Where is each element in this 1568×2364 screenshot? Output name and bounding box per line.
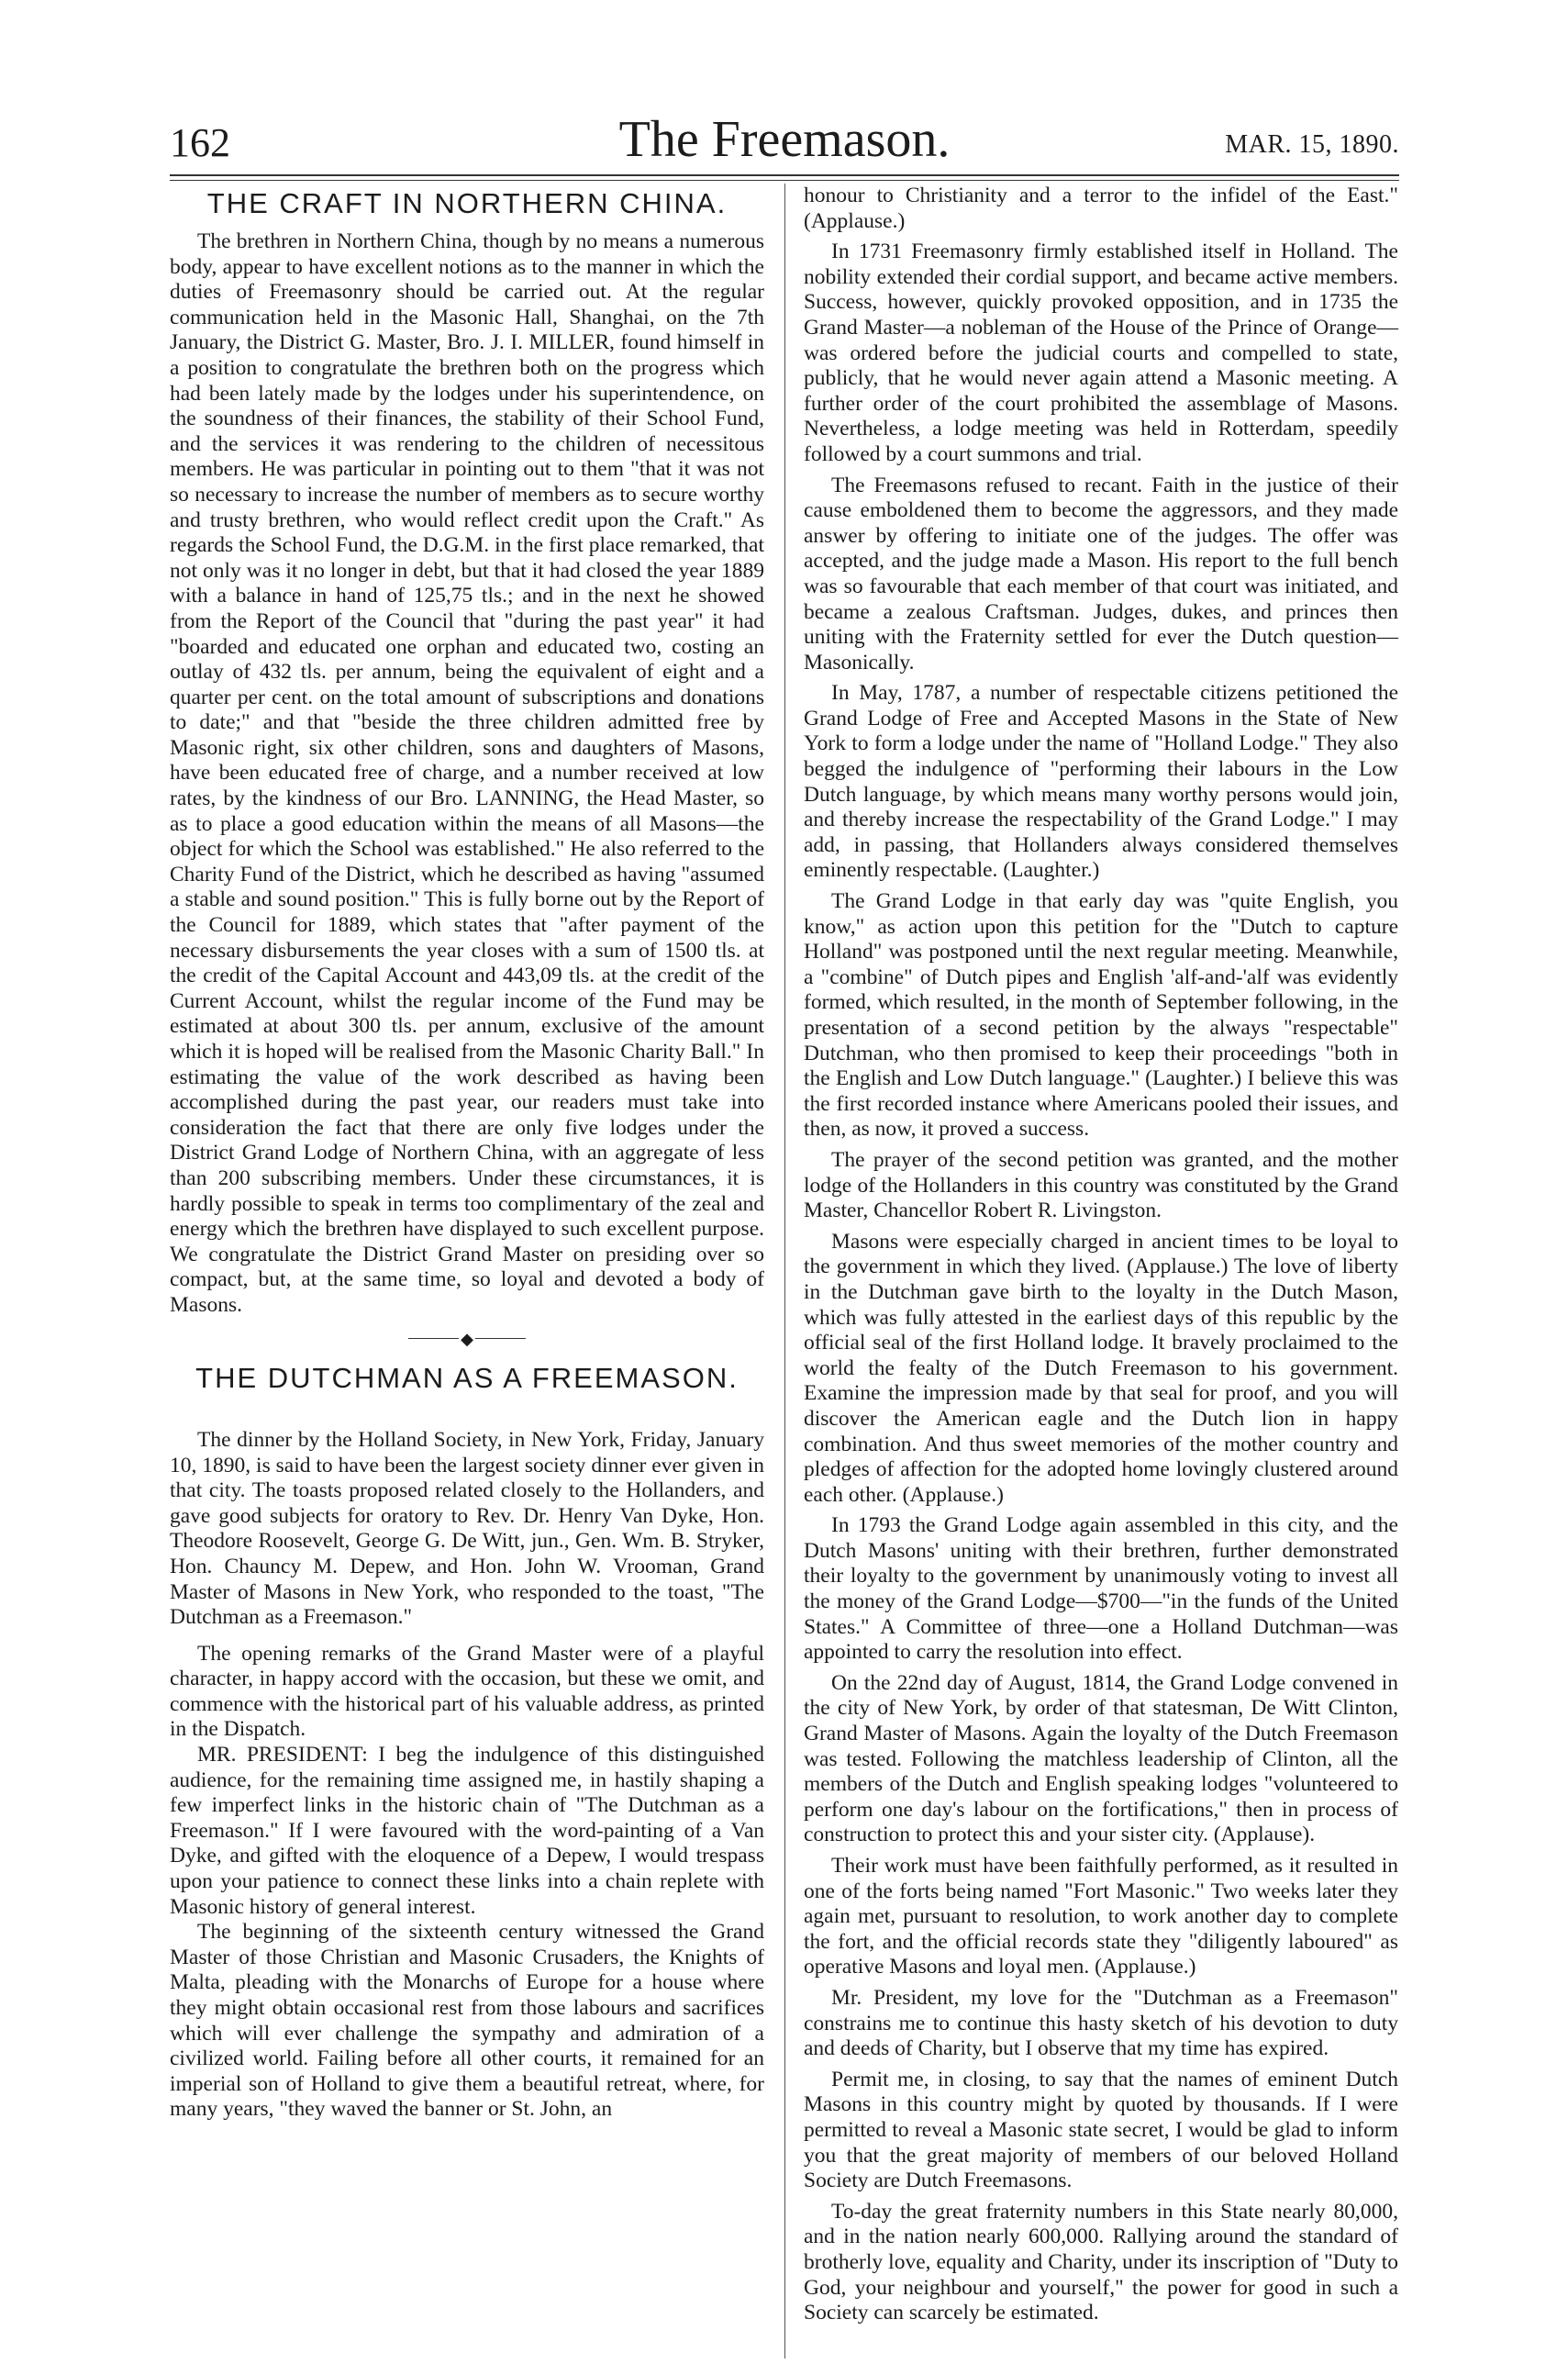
article-paragraph: Mr. President, my love for the "Dutchman as a Freemason" constrains me to continue this hasty sketch of his devotion to duty and deeds of Charity, but I observe that my time has expired. (804, 1985, 1398, 2061)
article-paragraph: Masons were especially charged in ancient times to be loyal to the government in which they lived. (Applause.) The love of liberty in the Dutchman gave birth to the loyalty in the Dutch Mason, which was fully attested in the earliest days of this republic by the official seal of the first Holland lodge. It bravely proclaimed to the world the fealty of the Dutch Freemason to his government. Examine the impression made by that seal for proof, and you will discover the American eagle and the Dutch lion in happy combination. And thus sweet memories of the mother country and pledges of affection for the adopted home lovingly clustered around each other. (Applause.) (804, 1229, 1398, 1507)
article-paragraph: Their work must have been faithfully performed, as it resulted in one of the forts being named "Fort Masonic." Two weeks later they again met, pursuant to resolution, to work another day to complete the fort, and the official records state they "diligently laboured" as operative Masons and loyal men. (Applause.) (804, 1854, 1398, 1979)
article-heading-dutchman-freemason: THE DUTCHMAN AS A FREEMASON. (195, 1361, 739, 1394)
right-column (804, 184, 1398, 2332)
article-paragraph: In May, 1787, a number of respectable citizens petitioned the Grand Lodge of Free and Accepted Masons in the State of New York to form a lodge under the name of "Holland Lodge." They also begged the indulgence of "performing their labours in the Low Dutch language, by which means many worthy persons would join, and thereby increase the respectability of the Grand Lodge." I may add, in passing, that Hollanders always considered themselves eminently respectable. (Laughter.) (804, 681, 1398, 883)
article-paragraph: MR. PRESIDENT: I beg the indulgence of this distinguished audience, for the remaining time assigned me, in hastily shaping a few imperfect links in the historic chain of "The Dutchman as a Freemason." If I were favoured with the word-painting of a Van Dyke, and gifted with the eloquence of a Depew, I would trespass upon your patience to connect these links into a chain replete with Masonic history of general interest. (170, 1743, 764, 1919)
article-paragraph: honour to Christianity and a terror to the infidel of the East." (Applause.) (804, 184, 1398, 233)
masthead (170, 110, 1399, 174)
article-paragraph: The beginning of the sixteenth century witnessed the Grand Master of those Christian and Masonic Crusaders, the Knights of Malta, pleading with the Monarchs of Europe for a house where they might obtain occasional rest from those labours and sacrifices which will ever challenge the sympathy and admiration of a civilized world. Failing before all other courts, it remained for an imperial son of Holland to give them a beautiful retreat, where, for many years, "they waved the banner or St. John, an (170, 1920, 764, 2122)
article-paragraph: The brethren in Northern China, though by no means a numerous body, appear to have excellent notions as to the manner in which the duties of Freemasonry should be carried out. At the regular communication held in the Masonic Hall, Shanghai, on the 7th January, the District G. Master, Bro. J. I. MILLER, found himself in a position to congratulate the brethren both on the progress which had been lately made by the lodges under his superintendence, on the soundness of their finances, the stability of their School Fund, and the services it was rendering to the children of necessitous members. He was particular in pointing out to them "that it was not so necessary to increase the number of members as to secure worthy and trusty brethren, who would reflect credit upon the Craft." As regards the School Fund, the D.G.M. in the first place remarked, that not only was it no longer in debt, but that it had closed the year 1889 with a balance in hand of 125,75 tls.; and in the next he showed from the Report of the Council that "during the past year" it had "boarded and educated one orphan and educated two, costing an outlay of 432 tls. per annum, being the equivalent of eight and a quarter per cent. on the total amount of subscriptions and donations to date;" and that "beside the three children admitted free by Masonic right, six other children, sons and daughters of Masons, have been educated free of charge, and a number received at low rates, by the kindness of our Bro. LANNING, the Head Master, so as to place a good education within the means of all Masons—the object for which the School was established." He also referred to the Charity Fund of the District, which he described as having "assumed a stable and sound position." This is fully borne out by the Report of the Council for 1889, which states that "after payment of the necessary disbursements the year closes with a sum of 1500 tls. at the credit of the Capital Account and 443,09 tls. at the credit of the Current Account, whilst the regular income of the Fund may be estimated at about 300 tls. per annum, exclusive of the amount which it is hoped will be realised from the Masonic Charity Ball." In estimating the value of the work described as having been accomplished during the past year, our readers must take into consideration the fact that there are only five lodges under the District Grand Lodge of Northern China, with an aggregate of less than 200 subscribing members. Under these circumstances, it is hardly possible to speak in terms too complimentary of the zeal and energy which the brethren have displayed to such excellent purpose. We congratulate the District Grand Master on presiding over so compact, but, at the same time, so loyal and devoted a body of Masons. (170, 229, 764, 1317)
article-paragraph: The Freemasons refused to recant. Faith in the justice of their cause emboldened them to become the aggressors, and they made answer by offering to initiate one of the judges. The offer was accepted, and the judge made a Mason. His report to the full bench was so favourable that each member of that court was initiated, and became a zealous Craftsman. Judges, dukes, and princes then uniting with the Fraternity settled for ever the Dutch question—Masonically. (804, 473, 1398, 675)
masthead-rule-thick (170, 174, 1399, 176)
article-paragraph: The Grand Lodge in that early day was "quite English, you know," as action upon this petition for the "Dutch to capture Holland" was postponed until the next regular meeting. Meanwhile, a "combine" of Dutch pipes and English 'alf-and-'alf was evidently formed, which resulted, in the month of September following, in the presentation of a second petition by the always "respectable" Dutchman, who then promised to keep their proceedings "both in the English and Low Dutch language." (Laughter.) I believe this was the first recorded instance where Americans pooled their issues, and then, as now, it proved a success. (804, 889, 1398, 1142)
left-column (170, 184, 764, 2123)
article-separator (170, 1328, 764, 1349)
article-heading-craft-northern-china: THE CRAFT IN NORTHERN CHINA. (206, 187, 728, 219)
page-number: 162 (170, 120, 230, 165)
article-paragraph: The opening remarks of the Grand Master were of a playful character, in happy accord with the occasion, but these we omit, and commence with the historical part of his valuable address, as printed in the Dispatch. (170, 1641, 764, 1742)
issue-date: MAR. 15, 1890. (1225, 130, 1399, 159)
article-paragraph: Permit me, in closing, to say that the names of eminent Dutch Masons in this country might by quoted by thousands. If I were permitted to reveal a Masonic state secret, I would be glad to inform you that the great majority of members of our beloved Holland Society are Dutch Freemasons. (804, 2067, 1398, 2193)
article-paragraph: On the 22nd day of August, 1814, the Grand Lodge convened in the city of New York, by order of that statesman, De Witt Clinton, Grand Master of Masons. Again the loyalty of the Dutch Freemason was tested. Following the matchless leadership of Clinton, all the members of the Dutch and English speaking lodges "volunteered to perform one day's labour on the fortifications," then in process of construction to protect this and your sister city. (Applause). (804, 1670, 1398, 1847)
column-divider (784, 184, 785, 2358)
article-paragraph: The dinner by the Holland Society, in New York, Friday, January 10, 1890, is said to have been the largest society dinner ever given in that city. The toasts proposed related closely to the Hollanders, and gave good subjects for oratory to Rev. Dr. Henry Van Dyke, Hon. Theodore Roosevelt, George G. De Witt, jun., Gen. Wm. B. Stryker, Hon. Chauncy M. Depew, and Hon. John W. Vrooman, Grand Master of Masons in New York, who responded to the toast, "The Dutchman as a Freemason." (170, 1427, 764, 1630)
newspaper-title: The Freemason. (618, 111, 951, 168)
article-paragraph: In 1731 Freemasonry firmly established itself in Holland. The nobility extended their cordial support, and became active members. Success, however, quickly provoked opposition, and in 1735 the Grand Master—a nobleman of the House of the Prince of Orange—was ordered before the judicial courts and compelled to state, publicly, that he would never again attend a Masonic meeting. A further order of the court prohibited the assemblage of Masons. Nevertheless, a lodge meeting was held in Rotterdam, speedily followed by a court summons and trial. (804, 240, 1398, 466)
article-paragraph: In 1793 the Grand Lodge again assembled in this city, and the Dutch Masons' uniting with their brethren, further demonstrated their loyalty to the government by unanimously voting to invest all the money of the Grand Lodge—$700—"in the funds of the United States." A Committee of three—one a Holland Dutchman—was appointed to carry the resolution into effect. (804, 1513, 1398, 1665)
masthead-rule-thin (170, 180, 1399, 181)
article-paragraph: To-day the great fraternity numbers in this State nearly 80,000, and in the nation nearly 600,000. Rallying around the standard of brotherly love, equality and Charity, under its inscription of "Duty to God, your neighbour and yourself," the power for good in such a Society can scarcely be estimated. (804, 2199, 1398, 2325)
article-paragraph: The prayer of the second petition was granted, and the mother lodge of the Hollanders in this country was constituted by the Grand Master, Chancellor Robert R. Livingston. (804, 1147, 1398, 1223)
diamond-ornament-icon: ◆ (461, 1329, 473, 1348)
